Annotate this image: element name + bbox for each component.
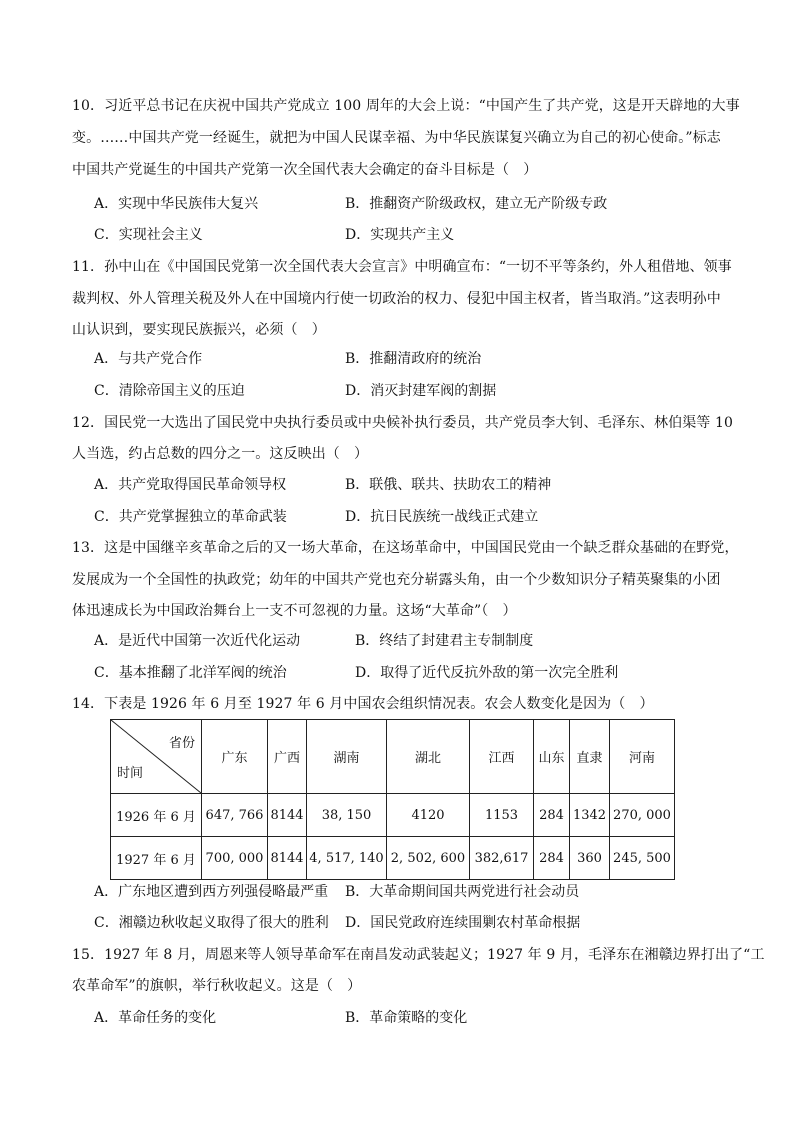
q13-option-b[interactable]: B．终结了封建君主专制制度 (355, 633, 534, 649)
q13-line-2: 发展成为一个全国性的执政党；幼年的中国共产党也充分崭露头角，由一个少数知识分子精英聚集的小团 (72, 572, 721, 588)
q11-line-1: 11．孙中山在《中国国民党第一次全国代表大会宣言》中明确宣布：“一切不平等条约，外人租借地、领事 (72, 259, 732, 275)
column-header: 山东 (534, 720, 570, 794)
table-cell: 700, 000 (202, 837, 268, 880)
table-cell: 8144 (268, 837, 307, 880)
row-label: 1927 年 6 月 (111, 837, 202, 880)
q14-line-1: 14．下表是 1926 年 6 月至 1927 年 6 月中国农会组织情况表。农会人数变化是因为（ ） (72, 696, 654, 712)
table-cell: 1153 (470, 794, 534, 837)
table-cell: 270, 000 (610, 794, 675, 837)
corner-label-province: 省份 (168, 736, 195, 751)
q14-option-d[interactable]: D．国民党政府连续围剿农村革命根据 (345, 915, 581, 931)
q14-option-a[interactable]: A．广东地区遭到西方列强侵略最严重 (94, 884, 329, 900)
q10-option-d[interactable]: D．实现共产主义 (345, 227, 455, 243)
table-cell: 382,617 (470, 837, 534, 880)
column-header: 湖南 (307, 720, 387, 794)
table-cell: 4120 (387, 794, 470, 837)
q10-line-1: 10．习近平总书记在庆祝中国共产党成立 100 周年的大会上说：“中国产生了共产党，这是开天辟地的大事 (72, 98, 740, 114)
q14-option-b[interactable]: B．大革命期间国共两党进行社会动员 (345, 884, 580, 900)
row-label: 1926 年 6 月 (111, 794, 202, 837)
table-cell: 1342 (570, 794, 610, 837)
table-cell: 38, 150 (307, 794, 387, 837)
table-row (111, 794, 675, 837)
q12-option-c[interactable]: C．共产党掌握独立的革命武装 (94, 509, 287, 525)
table-row (111, 837, 675, 880)
table-cell: 647, 766 (202, 794, 268, 837)
corner-diagonal-line (111, 720, 201, 793)
column-header: 河南 (610, 720, 675, 794)
corner-label-time: 时间 (117, 766, 144, 781)
column-header: 湖北 (387, 720, 470, 794)
q13-option-a[interactable]: A．是近代中国第一次近代化运动 (94, 633, 301, 649)
q13-option-d[interactable]: D．取得了近代反抗外敌的第一次完全胜利 (355, 665, 619, 681)
table-cell: 360 (570, 837, 610, 880)
table-cell: 284 (534, 837, 570, 880)
q10-line-3: 中国共产党诞生的中国共产党第一次全国代表大会确定的奋斗目标是（ ） (72, 162, 538, 178)
peasant-association-table (110, 719, 675, 880)
column-header: 江西 (470, 720, 534, 794)
table-cell: 284 (534, 794, 570, 837)
q15-line-2: 农革命军”的旗帜，举行秋收起义。这是（ ） (72, 978, 362, 994)
q12-option-d[interactable]: D．抗日民族统一战线正式建立 (345, 509, 539, 525)
table-cell: 4, 517, 140 (307, 837, 387, 880)
table-corner-cell (111, 720, 202, 794)
q12-option-b[interactable]: B．联俄、联共、扶助农工的精神 (345, 477, 552, 493)
q11-option-a[interactable]: A．与共产党合作 (94, 351, 203, 367)
q10-option-a[interactable]: A．实现中华民族伟大复兴 (94, 196, 259, 212)
q11-option-c[interactable]: C．清除帝国主义的压迫 (94, 383, 245, 399)
q10-line-2: 变。……中国共产党一经诞生，就把为中国人民谋幸福、为中华民族谋复兴确立为自己的初心使命。”标志 (72, 130, 721, 146)
q15-option-b[interactable]: B．革命策略的变化 (345, 1010, 468, 1026)
q13-line-3: 体迅速成长为中国政治舞台上一支不可忽视的力量。这场“大革命”（ ） (72, 603, 517, 619)
q10-option-c[interactable]: C．实现社会主义 (94, 227, 203, 243)
q11-line-2: 裁判权、外人管理关税及外人在中国境内行使一切政治的权力、侵犯中国主权者，皆当取消。”这表明孙中 (72, 291, 721, 307)
q11-line-3: 山认识到，要实现民族振兴，必须（ ） (72, 322, 326, 338)
q15-line-1: 15．1927 年 8 月，周恩来等人领导革命军在南昌发动武装起义；1927 年 9 月，毛泽东在湘赣边界打出了“工 (72, 947, 765, 963)
q12-line-1: 12．国民党一大选出了国民党中央执行委员或中央候补执行委员，共产党员李大钊、毛泽东、林伯渠等 10 (72, 415, 733, 431)
table-cell: 245, 500 (610, 837, 675, 880)
q13-option-c[interactable]: C．基本推翻了北洋军阀的统治 (94, 665, 287, 681)
q14-option-c[interactable]: C．湘赣边秋收起义取得了很大的胜利 (94, 915, 329, 931)
column-header: 广西 (268, 720, 307, 794)
q15-option-a[interactable]: A．革命任务的变化 (94, 1010, 217, 1026)
q12-line-2: 人当选，约占总数的四分之一。这反映出（ ） (72, 446, 369, 462)
q13-line-1: 13．这是中国继辛亥革命之后的又一场大革命，在这场革命中，中国国民党由一个缺乏群众基础的在野党， (72, 540, 739, 556)
q11-option-b[interactable]: B．推翻清政府的统治 (345, 351, 482, 367)
q12-option-a[interactable]: A．共产党取得国民革命领导权 (94, 477, 287, 493)
q10-option-b[interactable]: B．推翻资产阶级政权，建立无产阶级专政 (345, 196, 608, 212)
table-header-row (111, 720, 675, 794)
column-header: 广东 (202, 720, 268, 794)
table-cell: 2, 502, 600 (387, 837, 470, 880)
column-header: 直隶 (570, 720, 610, 794)
q11-option-d[interactable]: D．消灭封建军阀的割据 (345, 383, 497, 399)
table-cell: 8144 (268, 794, 307, 837)
